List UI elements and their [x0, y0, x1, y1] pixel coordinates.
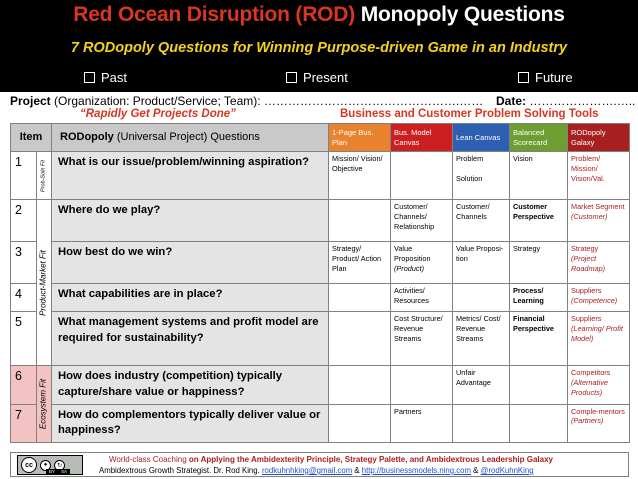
website-link[interactable]: http://businessmodels.ning.com — [361, 466, 471, 475]
bsc-cell — [510, 404, 568, 443]
galaxy-sub: (Partners) — [571, 416, 604, 426]
timeframe-label: Future — [535, 70, 573, 85]
question-cell[interactable]: What capabilities are in place? — [52, 284, 329, 312]
row-number: 5 — [11, 312, 37, 366]
galaxy-main: Comple-mentors — [571, 406, 625, 416]
table-row — [11, 242, 630, 284]
cc-tags — [46, 469, 70, 474]
row-number: 2 — [11, 200, 37, 242]
email-link[interactable]: rodkuhnhking@gmail.com — [261, 466, 353, 475]
lean-cell: Unfair Advantage — [453, 366, 510, 405]
row-number: 7 — [11, 404, 37, 443]
galaxy-sub: (Customer) — [571, 211, 608, 221]
project-label: Project — [10, 94, 51, 108]
bsc-cell: Vision — [510, 152, 568, 200]
galaxy-cell — [568, 242, 630, 284]
by-person-icon: ● — [40, 460, 51, 471]
galaxy-cell — [568, 404, 630, 443]
galaxy-sub: (Competence) — [571, 295, 618, 305]
twitter-link[interactable]: @rodKuhnKing — [480, 466, 534, 475]
checkbox-icon[interactable] — [518, 72, 529, 83]
cc-icon: cc — [21, 457, 37, 473]
galaxy-main: Suppliers — [571, 286, 602, 295]
footer-amp-1: & — [354, 466, 360, 475]
footer-line-1 — [109, 455, 553, 464]
date-fill[interactable]: ………………….….. — [529, 94, 636, 108]
project-line — [10, 94, 483, 108]
bmc-cell: Customer/ Channels/ Relationship — [391, 200, 453, 242]
galaxy-cell — [568, 366, 630, 405]
prob-soln-label: Prob-Soln Fit — [40, 159, 47, 192]
question-cell[interactable]: What management systems and profit model are required for sustainability? — [52, 312, 329, 366]
product-market-side — [37, 200, 52, 366]
header-questions-bold: RODopoly — [60, 131, 114, 144]
galaxy-sub: (Alternative Products) — [571, 377, 608, 397]
row-number: 4 — [11, 284, 37, 312]
galaxy-sub: (Learning/ Profit Model) — [571, 323, 623, 343]
header-banner — [0, 0, 638, 92]
bmc-main: Value Proposition — [394, 244, 431, 263]
header-questions-rest: (Universal Project) Questions — [116, 131, 260, 144]
bmc-cell: Activities/ Resources — [391, 284, 453, 312]
tagline-right: Business and Customer Problem Solving Tools — [340, 108, 599, 120]
galaxy-main: Competitors — [571, 368, 611, 377]
galaxy-cell — [568, 200, 630, 242]
lean-cell — [453, 284, 510, 312]
bp-cell — [329, 366, 391, 405]
page-subtitle: 7 RODopoly Questions for Winning Purpose-driven Game in an Industry — [70, 40, 568, 56]
bp-cell — [329, 404, 391, 443]
lean-cell: Value Proposi-tion — [453, 242, 510, 284]
question-cell[interactable]: How does industry (competition) typically capture/share value or happiness? — [52, 366, 329, 405]
table-row — [11, 404, 630, 443]
galaxy-sub: (Project Roadmap) — [571, 253, 606, 273]
share-alike-icon: ↻ — [54, 460, 65, 471]
lean-cell: Customer/ Channels — [453, 200, 510, 242]
footer-coaching: World-class Coaching — [109, 455, 187, 464]
timeframe-label: Past — [101, 70, 128, 85]
galaxy-cell: Problem/ Mission/ Vision/Val. — [568, 152, 630, 200]
page-title — [0, 3, 638, 27]
project-detail: (Organization: Product/Service; Team): — [54, 94, 261, 108]
question-cell[interactable]: Where do we play? — [52, 200, 329, 242]
lean-cell — [453, 404, 510, 443]
prob-soln-side — [37, 152, 52, 200]
bp-cell: Strategy/ Product/ Action Plan — [329, 242, 391, 284]
rodopoly-table — [10, 123, 630, 443]
bp-cell — [329, 200, 391, 242]
row-number: 1 — [11, 152, 37, 200]
row-number: 3 — [11, 242, 37, 284]
galaxy-main: Strategy — [571, 244, 599, 253]
footer-amp-2: & — [473, 466, 479, 475]
bmc-cell — [391, 242, 453, 284]
cc-tag-by: BY — [49, 469, 56, 474]
bsc-cell: Process/ Learning — [510, 284, 568, 312]
galaxy-cell — [568, 284, 630, 312]
bmc-cell — [391, 152, 453, 200]
header-bmc: Bus. Model Canvas — [391, 124, 453, 152]
lean-cell: Metrics/ Cost/ Revenue Streams — [453, 312, 510, 366]
ecosystem-side — [37, 366, 52, 443]
header-questions — [52, 124, 329, 152]
header-balanced-scorecard: Balanced Scorecard — [510, 124, 568, 152]
title-white-part: Monopoly Questions — [360, 3, 565, 26]
header-lean-canvas: Lean Canvas — [453, 124, 510, 152]
product-market-label: Product-Market Fit — [38, 249, 48, 316]
table-header-row — [11, 124, 630, 152]
bp-cell — [329, 284, 391, 312]
checkbox-icon[interactable] — [84, 72, 95, 83]
bmc-cell — [391, 366, 453, 405]
galaxy-main: Market Segment — [571, 202, 625, 211]
question-cell[interactable]: What is our issue/problem/winning aspiration? — [52, 152, 329, 200]
row-number: 6 — [11, 366, 37, 405]
bmc-cell: Partners — [391, 404, 453, 443]
tagline-left: “Rapidly Get Projects Done” — [80, 108, 236, 120]
question-cell[interactable]: How do complementors typically deliver value or happiness? — [52, 404, 329, 443]
timeframe-past[interactable] — [84, 70, 127, 85]
timeframe-present[interactable] — [286, 70, 348, 85]
title-red-part: Red Ocean Disruption (ROD) — [73, 3, 356, 26]
galaxy-cell — [568, 312, 630, 366]
checkbox-icon[interactable] — [286, 72, 297, 83]
bmc-sub: (Product) — [394, 263, 425, 273]
project-fill[interactable]: ………………………………………….…… — [263, 94, 484, 108]
date-label: Date: — [496, 94, 527, 108]
bsc-cell: Customer Perspective — [510, 200, 568, 242]
table-row — [11, 152, 630, 200]
date-line — [496, 94, 635, 108]
footer — [10, 452, 629, 477]
table-row — [11, 200, 630, 242]
footer-coaching-rest: on Applying the Ambidexterity Principle, Strategy Palette, and Ambidextrous Leadership Galaxy — [188, 455, 553, 464]
bp-cell — [329, 312, 391, 366]
bsc-cell — [510, 366, 568, 405]
header-item: Item — [11, 124, 52, 152]
creative-commons-badge[interactable] — [17, 455, 83, 475]
galaxy-main: Suppliers — [571, 314, 602, 323]
timeframe-label: Present — [303, 70, 348, 85]
footer-author: Ambidextrous Growth Strategist. Dr. Rod King. — [99, 466, 260, 475]
question-cell[interactable]: How best do we win? — [52, 242, 329, 284]
bmc-cell: Cost Structure/ Revenue Streams — [391, 312, 453, 366]
timeframe-future[interactable] — [518, 70, 573, 85]
ecosystem-label: Ecosystem Fit — [38, 379, 48, 430]
table-row — [11, 312, 630, 366]
table-row — [11, 284, 630, 312]
bp-cell: Mission/ Vision/ Objective — [329, 152, 391, 200]
table-row — [11, 366, 630, 405]
lean-cell: Problem Solution — [453, 152, 510, 200]
bsc-cell: Financial Perspective — [510, 312, 568, 366]
cc-tag-sa: SA — [61, 469, 68, 474]
footer-line-2 — [99, 466, 534, 475]
bsc-cell: Strategy — [510, 242, 568, 284]
header-galaxy: RODopoly Galaxy — [568, 124, 630, 152]
header-business-plan: 1-Page Bus. Plan — [329, 124, 391, 152]
